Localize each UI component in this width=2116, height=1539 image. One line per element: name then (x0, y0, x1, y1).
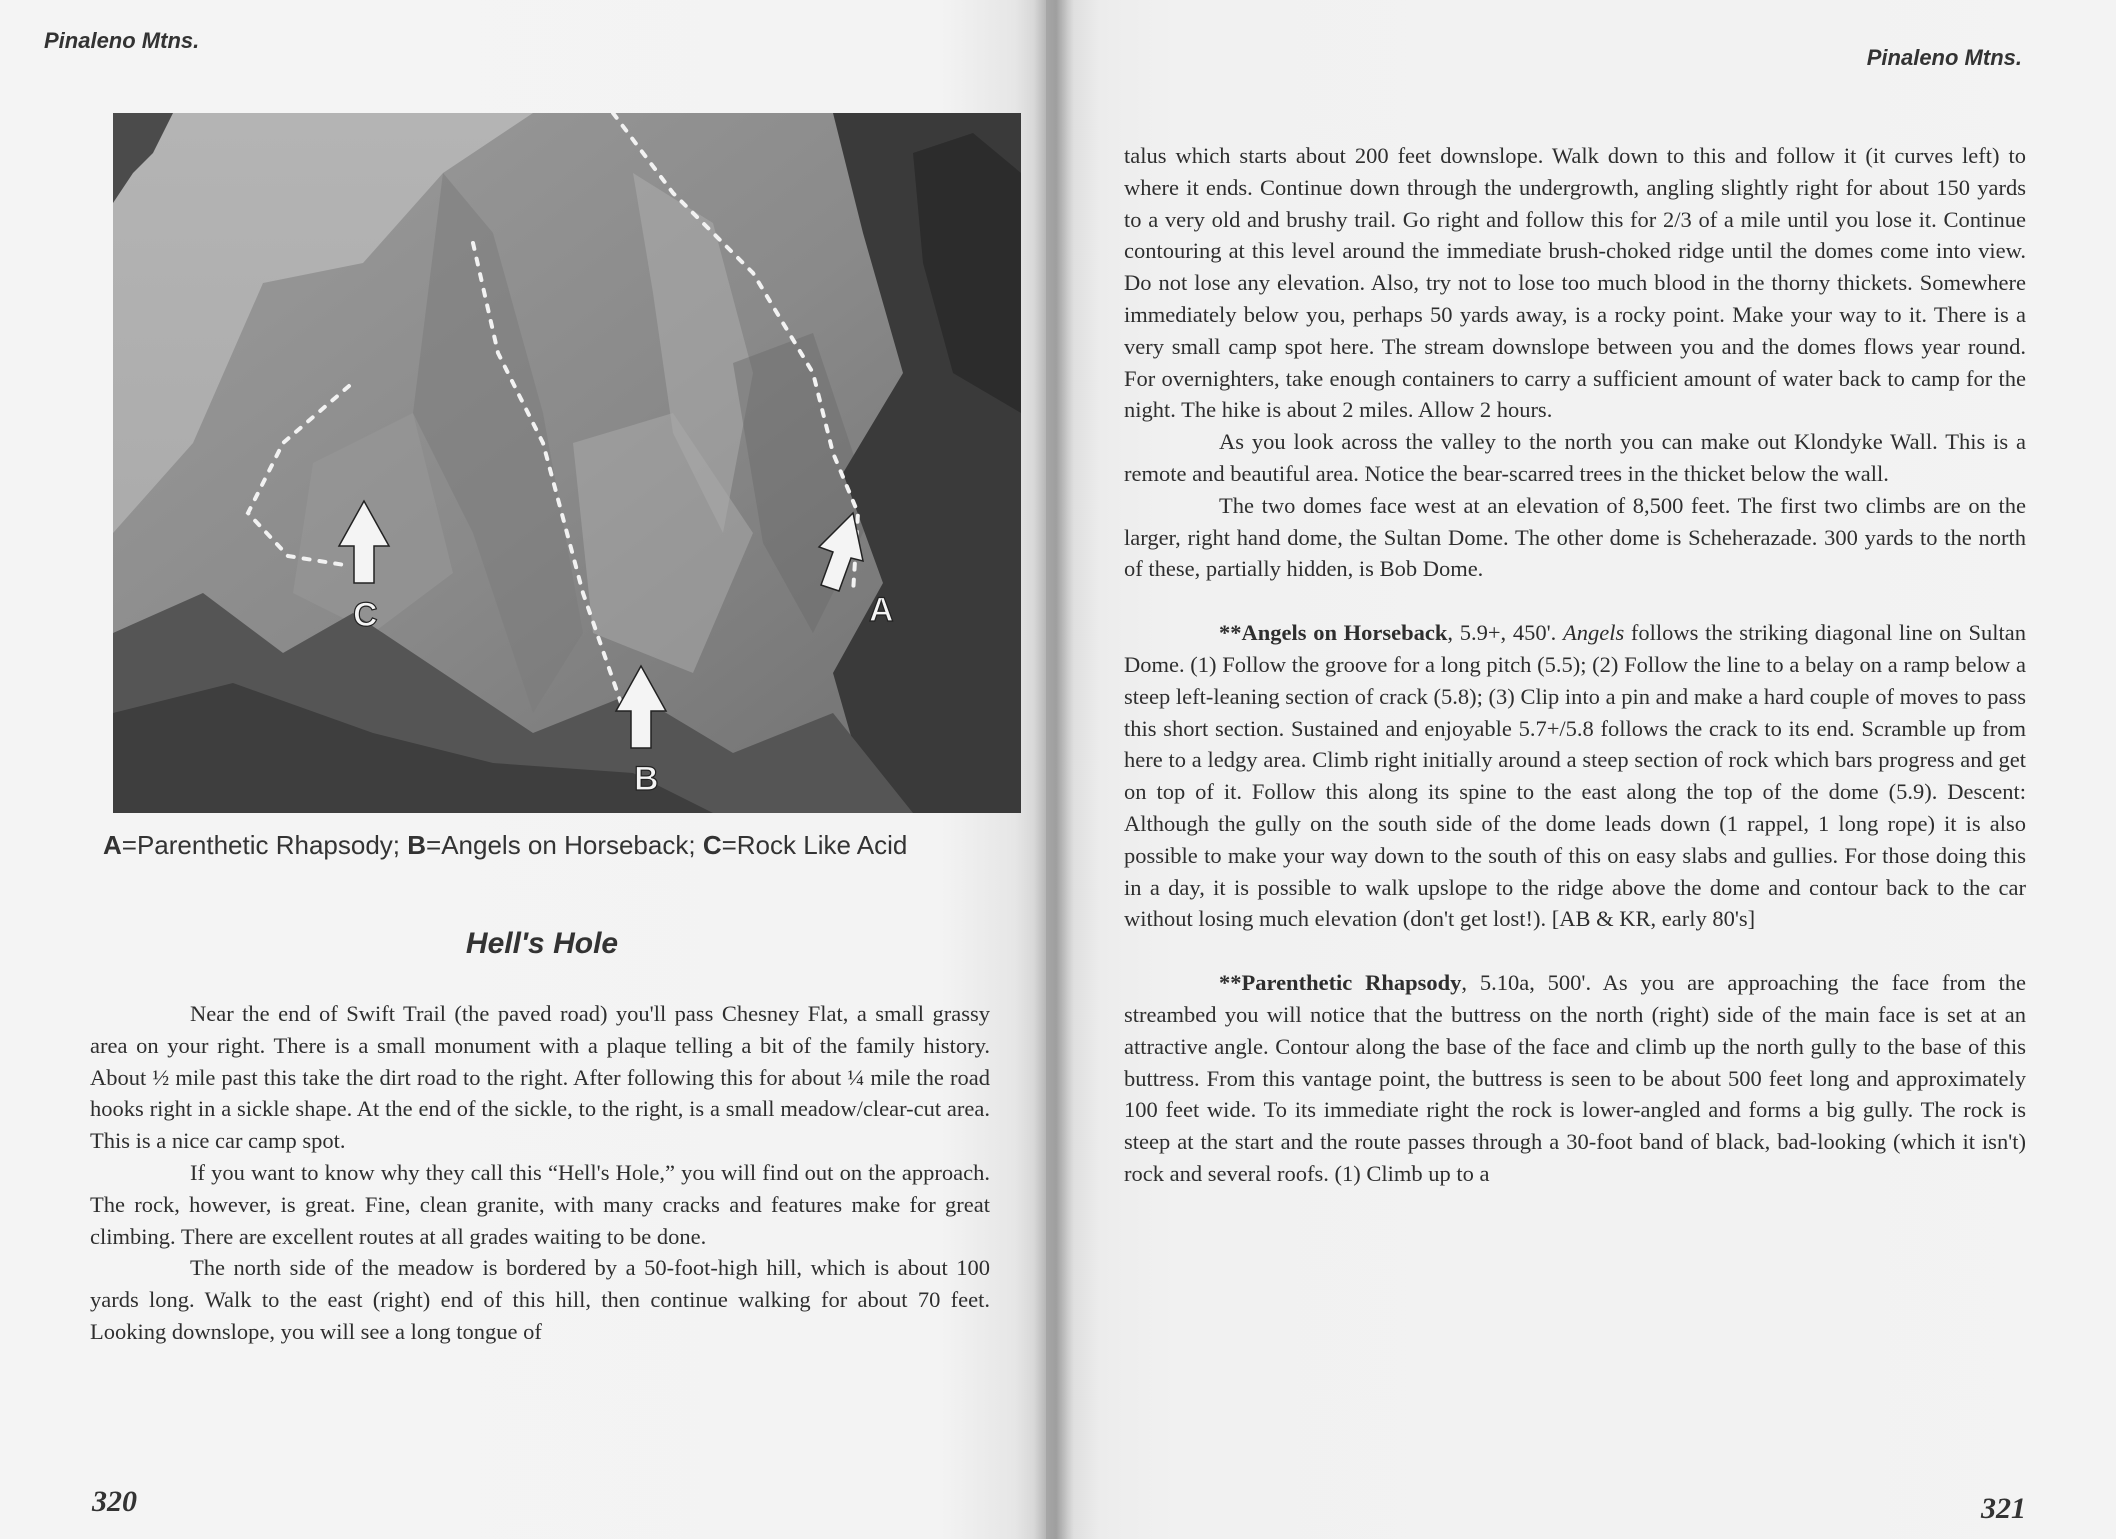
route-name: **Angels on Horseback (1219, 620, 1448, 646)
route-name-italic: Angels (1562, 620, 1625, 646)
right-body-text (1124, 140, 2026, 1190)
caption-key-c: C (702, 830, 722, 860)
paragraph: Near the end of Swift Trail (the paved road) you'll pass Chesney Flat, a small grassy area on your right. There is a small monument with a plaque telling a bit of the family history. About ½ mile past this take the dirt road to the right. After following this for about ¼ mile the road hooks right in a sickle shape. At the end of the sickle, to the right, is a small meadow/clear-cut area. This is a nice car camp spot. (90, 1001, 990, 1154)
running-head: Pinaleno Mtns. (1866, 45, 2022, 70)
photo-label-c: C (353, 596, 378, 634)
photo-caption (103, 830, 1033, 861)
paragraph: talus which starts about 200 feet downslope. Walk down to this and follow it (it curves left) to where it ends. Continue down through the undergrowth, angling slightly right for about 150 yards to a very old and brushy trail. Go right and follow this for 2/3 of a mile until you lose it. Continue contouring at this level around the immediate brush-choked ridge until the domes come into view. Do not lose any elevation. Also, try not to lose too much blood in the thorny thickets. Somewhere immediately below you, perhaps 50 yards away, is a rocky point. Make your way to it. There is a very small camp spot here. The stream downslope between you and the domes flows year round. For overnighters, take enough containers to carry a sufficient amount of water back to camp for the night. The hike is about 2 miles. Allow 2 hours. (1124, 143, 2026, 423)
crag-photo (113, 113, 1021, 813)
right-page (1046, 0, 2116, 1539)
section-title: Hell's Hole (465, 927, 619, 960)
route-angels-on-horseback (1124, 617, 2026, 935)
paragraph: The north side of the meadow is bordered by a 50-foot-high hill, which is about 100 yards long. Walk to the east (right) end of this hill, then continue walking for about 70 feet. Looking downslope, you will see a long tongue of (90, 1255, 990, 1344)
caption-key-a: A (103, 830, 122, 860)
paragraph: The two domes face west at an elevation of 8,500 feet. The first two climbs are on the larger, right hand dome, the Sultan Dome. The other dome is Scheherazade. 300 yards to the north of these, partially hidden, is Bob Dome. (1124, 492, 2026, 582)
route-description: follows the striking diagonal line on Sultan Dome. (1) Follow the groove for a long pitch (5.5); (2) Follow the line to a belay on a ramp below a steep left-leaning section of crack (5.8); (3) Clip into a pin and make a hard couple of moves to pass this short section. Sustained and enjoyable 5.7+/5.8 follows the crack to its end. Scramble up from here to a ledgy area. Climb right initially around a steep section of rock which bars progress and get on top of it. Follow this along its spine to the east along the top of the dome (5.9). Descent: Although the gully on the south side of the dome leads down (1 rappel, 1 long rope) it is also possible to make your way down to the south of this on easy slabs and gullies. For those doing this in a day, it is possible to walk upslope to the ridge above the dome and contour back to the car without losing much elevation (don't get lost!). [AB & KR, early 80's] (1124, 620, 2026, 932)
route-grade: , 5.9+, 450'. (1447, 620, 1563, 646)
page-number: 321 (1981, 1492, 2026, 1525)
caption-text-b: =Angels on Horseback; (426, 830, 703, 860)
paragraph: As you look across the valley to the north you can make out Klondyke Wall. This is a remote and beautiful area. Notice the bear-scarred trees in the thicket below the wall. (1124, 429, 2026, 486)
route-name: **Parenthetic Rhapsody (1219, 970, 1462, 996)
left-page (0, 0, 1046, 1539)
route-description: , 5.10a, 500'. As you are approaching the face from the streambed you will notice that the buttress on the north (right) side of the main face is set at an attractive angle. Contour along the base of the face and climb up the north gully to the base of this buttress. From this vantage point, the buttress is seen to be about 500 feet long and approximately 100 feet wide. To its immediate right the rock is lower-angled and forms a big gully. The rock is steep at the start and the route passes through a 30-foot band of black, bad-looking (which it isn't) rock and several roofs. (1) Climb up to a (1124, 970, 2027, 1186)
caption-key-b: B (407, 830, 427, 860)
crag-photo-graphic (113, 113, 1021, 813)
photo-label-a: A (869, 591, 894, 629)
caption-text-c: =Rock Like Acid (721, 830, 908, 860)
route-parenthetic-rhapsody (1124, 967, 2026, 1190)
caption-text-a: =Parenthetic Rhapsody; (121, 830, 408, 860)
running-head: Pinaleno Mtns. (44, 28, 200, 53)
paragraph: If you want to know why they call this “Hell's Hole,” you will find out on the approach. The rock, however, is great. Fine, clean granite, with many cracks and features make for great climbing. There are excellent routes at all grades waiting to be done. (90, 1159, 990, 1249)
left-body-text (90, 998, 990, 1348)
book-gutter (1034, 0, 1074, 1539)
photo-label-b: B (634, 760, 659, 798)
page-number: 320 (92, 1485, 137, 1518)
